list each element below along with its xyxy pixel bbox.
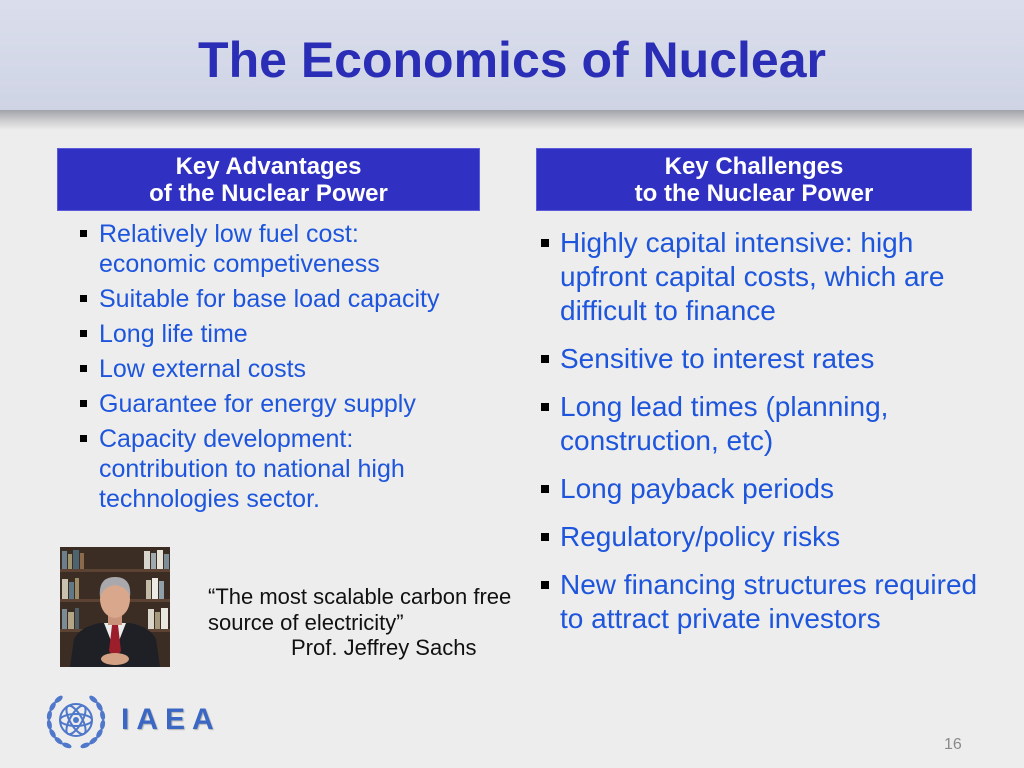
list-item-text: construction, etc) (560, 425, 774, 456)
list-item-text: Highly capital intensive: high (560, 227, 914, 258)
list-item-text: Low external costs (99, 355, 307, 383)
slide-title: The Economics of Nuclear (198, 32, 826, 88)
list-item (99, 319, 440, 349)
square-bullet-icon (541, 533, 549, 541)
list-item (560, 342, 977, 376)
list-item-text: Sensitive to interest rates (560, 343, 875, 374)
list-item-text: Relatively low fuel cost: (99, 220, 359, 248)
challenges-list (560, 226, 977, 650)
list-item-text: Long life time (99, 320, 248, 348)
square-bullet-icon (541, 581, 549, 589)
list-item (99, 219, 440, 279)
list-item-text: Guarantee for energy supply (99, 390, 416, 418)
quote-attribution: Prof. Jeffrey Sachs (291, 635, 477, 660)
list-item-text: economic competiveness (99, 250, 380, 278)
list-item (560, 568, 977, 636)
list-item (99, 389, 440, 419)
list-item-text: upfront capital costs, which are (560, 261, 945, 292)
square-bullet-icon (541, 403, 549, 411)
challenges-header-line: to the Nuclear Power (634, 179, 874, 207)
iaea-emblem-icon (40, 686, 112, 754)
challenges-header-line: Key Challenges (664, 152, 844, 180)
square-bullet-icon (80, 365, 87, 372)
advantages-header (57, 148, 480, 211)
challenges-header (536, 148, 972, 211)
iaea-logo-text: IAEA (121, 703, 221, 736)
title-band-shadow (0, 110, 1024, 130)
list-item-text: to attract private investors (560, 603, 881, 634)
list-item-text: contribution to national high (99, 455, 405, 483)
list-item (560, 472, 977, 506)
quote-text: source of electricity” (208, 609, 404, 635)
square-bullet-icon (541, 485, 549, 493)
list-item-text: Long payback periods (560, 473, 834, 504)
list-item-text: technologies sector. (99, 485, 320, 513)
advantages-header-line: of the Nuclear Power (149, 179, 388, 207)
square-bullet-icon (80, 295, 87, 302)
square-bullet-icon (541, 355, 549, 363)
list-item-text: Suitable for base load capacity (99, 285, 440, 313)
list-item-text: Capacity development: (99, 425, 354, 453)
list-item (560, 390, 977, 458)
square-bullet-icon (80, 400, 87, 407)
list-item (560, 226, 977, 328)
list-item-text: Regulatory/policy risks (560, 521, 841, 552)
page-number: 16 (944, 736, 962, 753)
square-bullet-icon (541, 239, 549, 247)
quote (208, 584, 511, 661)
list-item (99, 424, 440, 514)
list-item-text: Long lead times (planning, (560, 391, 889, 422)
list-item (99, 354, 440, 384)
advantages-header-line: Key Advantages (175, 152, 362, 180)
list-item (560, 520, 977, 554)
list-item-text: New financing structures required (560, 569, 978, 600)
quote-text: “The most scalable carbon free (208, 584, 512, 609)
portrait-photo (60, 547, 170, 667)
list-item (99, 284, 440, 314)
list-item-text: difficult to finance (560, 295, 776, 326)
square-bullet-icon (80, 230, 87, 237)
square-bullet-icon (80, 330, 87, 337)
advantages-list (99, 219, 440, 519)
square-bullet-icon (80, 435, 87, 442)
